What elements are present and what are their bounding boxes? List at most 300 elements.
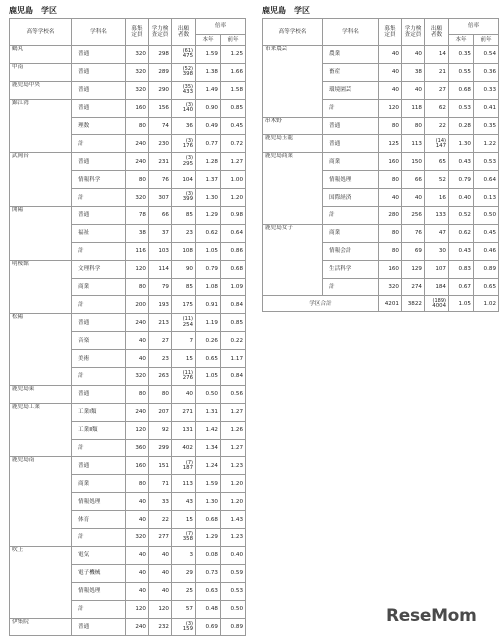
table-row	[10, 314, 246, 332]
capacity-cell: 80	[126, 278, 149, 296]
ratio-last-year-cell: 0.50	[221, 600, 246, 618]
applicants-cell	[172, 529, 196, 547]
ratio-this-year-cell: 0.68	[196, 511, 221, 529]
school-name-cell: 明桜館	[10, 260, 72, 314]
applicants-value: 187	[182, 464, 193, 471]
ratio-last-year-cell: 0.45	[221, 117, 246, 135]
applicants-value: 358	[182, 536, 193, 543]
ratio-this-year-cell: 0.26	[196, 332, 221, 350]
ratio-last-year-cell: 0.59	[221, 564, 246, 582]
examinees-cell: 66	[149, 207, 172, 225]
examinees-cell: 207	[149, 403, 172, 421]
applicants-value: 254	[182, 321, 193, 328]
applicants-cell: 85	[172, 278, 196, 296]
department-cell: 情報会計	[323, 242, 379, 260]
capacity-cell: 320	[126, 63, 149, 81]
department-cell: 計	[72, 529, 126, 547]
ratio-this-year-cell: 0.91	[196, 296, 221, 314]
ratio-this-year-cell: 0.62	[196, 224, 221, 242]
applicants-cell	[172, 618, 196, 636]
school-name-cell: 鹿児島玉龍	[263, 135, 323, 153]
ratio-this-year-cell: 0.43	[449, 153, 474, 171]
ratio-last-year-cell: 0.36	[474, 63, 499, 81]
department-cell: 環境園芸	[323, 81, 379, 99]
ratio-last-year-cell: 1.17	[221, 350, 246, 368]
department-cell: 理数	[72, 117, 126, 135]
applicants-cell: 47	[425, 224, 449, 242]
examinees-cell: 40	[402, 46, 425, 64]
capacity-cell: 360	[126, 439, 149, 457]
ratio-this-year-cell: 1.34	[196, 439, 221, 457]
applicants-value: 176	[182, 142, 193, 149]
department-cell: 普通	[72, 81, 126, 99]
applicants-note: (3)	[185, 137, 193, 144]
capacity-cell: 320	[126, 368, 149, 386]
department-cell: 工業Ⅰ類	[72, 403, 126, 421]
examinees-cell: 277	[149, 529, 172, 547]
total-capacity-cell: 4201	[379, 296, 402, 312]
ratio-this-year-cell: 0.79	[449, 171, 474, 189]
ratio-last-year-cell: 0.56	[221, 385, 246, 403]
capacity-cell: 160	[379, 153, 402, 171]
examinees-cell: 76	[402, 224, 425, 242]
capacity-cell: 120	[126, 421, 149, 439]
table-row	[263, 135, 499, 153]
department-cell: 農業	[323, 46, 379, 64]
applicants-cell: 133	[425, 207, 449, 225]
school-name-cell: 伊集院	[10, 618, 72, 636]
applicants-cell	[172, 314, 196, 332]
examinees-cell: 274	[402, 278, 425, 296]
ratio-last-year-cell: 0.85	[221, 99, 246, 117]
examinees-cell: 33	[149, 493, 172, 511]
capacity-cell: 80	[379, 224, 402, 242]
examinees-cell: 113	[402, 135, 425, 153]
ratio-this-year-cell: 1.28	[196, 153, 221, 171]
examinees-cell: 150	[402, 153, 425, 171]
header-capacity: 募集定員	[126, 19, 149, 46]
examinees-cell: 23	[149, 350, 172, 368]
examinees-cell: 151	[149, 457, 172, 475]
header-school: 高等学校名	[263, 19, 323, 46]
applicants-cell: 402	[172, 439, 196, 457]
department-cell: 情報処理	[72, 582, 126, 600]
department-cell: 電子機械	[72, 564, 126, 582]
school-name-cell: 開陽	[10, 207, 72, 261]
examinees-cell: 40	[149, 582, 172, 600]
applicants-value: 159	[182, 625, 193, 632]
left-table-body	[10, 46, 246, 636]
ratio-this-year-cell: 1.59	[196, 46, 221, 64]
capacity-cell: 80	[379, 242, 402, 260]
applicants-cell: 25	[172, 582, 196, 600]
ratio-last-year-cell: 0.68	[221, 260, 246, 278]
applicants-cell: 15	[172, 511, 196, 529]
capacity-cell: 80	[126, 171, 149, 189]
header-examinees: 学力検査定員	[149, 19, 172, 46]
ratio-last-year-cell: 0.89	[221, 618, 246, 636]
applicants-cell	[172, 153, 196, 171]
ratio-this-year-cell: 0.90	[196, 99, 221, 117]
applicants-cell: 57	[172, 600, 196, 618]
department-cell: 普通	[72, 63, 126, 81]
table-row	[10, 403, 246, 421]
capacity-cell: 240	[126, 135, 149, 153]
table-row	[10, 63, 246, 81]
capacity-cell: 320	[126, 189, 149, 207]
applicants-cell	[172, 368, 196, 386]
capacity-cell: 40	[379, 63, 402, 81]
department-cell: 畜産	[323, 63, 379, 81]
header-last-year: 前年	[221, 35, 246, 46]
ratio-this-year-cell: 1.29	[196, 207, 221, 225]
applicants-cell: 21	[425, 63, 449, 81]
department-cell: 計	[72, 135, 126, 153]
ratio-last-year-cell: 0.86	[221, 242, 246, 260]
department-cell: 美術	[72, 350, 126, 368]
capacity-cell: 40	[126, 493, 149, 511]
applicants-note: (3)	[185, 155, 193, 162]
examinees-cell: 40	[402, 81, 425, 99]
ratio-last-year-cell: 0.33	[474, 81, 499, 99]
applicants-note: (7)	[185, 531, 193, 538]
ratio-this-year-cell: 0.62	[449, 224, 474, 242]
capacity-cell: 160	[126, 99, 149, 117]
ratio-this-year-cell: 1.05	[196, 368, 221, 386]
applicants-cell: 90	[172, 260, 196, 278]
ratio-this-year-cell: 0.28	[449, 117, 474, 135]
examinees-cell: 80	[402, 117, 425, 135]
applicants-value: 276	[182, 375, 193, 382]
examinees-cell: 232	[149, 618, 172, 636]
ratio-this-year-cell: 0.48	[196, 600, 221, 618]
total-ratio-last-year-cell: 1.02	[474, 296, 499, 312]
capacity-cell: 160	[379, 260, 402, 278]
applicants-value: 140	[182, 106, 193, 113]
ratio-this-year-cell: 1.31	[196, 403, 221, 421]
capacity-cell: 125	[379, 135, 402, 153]
department-cell: 文理科学	[72, 260, 126, 278]
examinees-cell: 129	[402, 260, 425, 278]
applicants-cell: 16	[425, 189, 449, 207]
table-row	[10, 207, 246, 225]
ratio-last-year-cell: 1.09	[221, 278, 246, 296]
applicants-cell: 85	[172, 207, 196, 225]
ratio-this-year-cell: 0.50	[196, 385, 221, 403]
capacity-cell: 38	[126, 224, 149, 242]
applicants-cell: 27	[425, 81, 449, 99]
applicants-cell	[172, 135, 196, 153]
ratio-this-year-cell: 1.37	[196, 171, 221, 189]
ratio-this-year-cell: 1.38	[196, 63, 221, 81]
header-capacity: 募集定員	[379, 19, 402, 46]
applicants-cell: 62	[425, 99, 449, 117]
ratio-this-year-cell: 0.52	[449, 207, 474, 225]
capacity-cell: 320	[126, 46, 149, 64]
applicants-cell: 104	[172, 171, 196, 189]
total-applicants-value: 4004	[432, 302, 446, 309]
applicants-cell: 23	[172, 224, 196, 242]
applicants-cell: 40	[172, 385, 196, 403]
right-applicants-table	[262, 18, 499, 312]
capacity-cell: 40	[126, 582, 149, 600]
department-cell: 商業	[323, 224, 379, 242]
ratio-this-year-cell: 0.08	[196, 546, 221, 564]
table-row	[263, 117, 499, 135]
ratio-this-year-cell: 1.30	[449, 135, 474, 153]
ratio-this-year-cell: 0.43	[449, 242, 474, 260]
table-row	[10, 81, 246, 99]
capacity-cell: 40	[379, 81, 402, 99]
ratio-last-year-cell: 1.22	[474, 135, 499, 153]
examinees-cell: 80	[149, 385, 172, 403]
department-cell: 商業	[323, 153, 379, 171]
ratio-this-year-cell: 1.29	[196, 529, 221, 547]
capacity-cell: 120	[379, 99, 402, 117]
department-cell: 生活科学	[323, 260, 379, 278]
department-cell: 普通	[72, 46, 126, 64]
capacity-cell: 240	[126, 314, 149, 332]
ratio-last-year-cell: 0.89	[474, 260, 499, 278]
capacity-cell: 40	[126, 511, 149, 529]
applicants-note: (11)	[182, 370, 193, 377]
school-name-cell: 吹上	[10, 546, 72, 618]
ratio-last-year-cell: 0.45	[474, 224, 499, 242]
ratio-last-year-cell: 0.84	[221, 368, 246, 386]
ratio-last-year-cell: 0.41	[474, 99, 499, 117]
examinees-cell: 37	[149, 224, 172, 242]
total-applicants-cell	[425, 296, 449, 312]
applicants-cell: 3	[172, 546, 196, 564]
ratio-last-year-cell: 0.35	[474, 117, 499, 135]
department-cell: 音楽	[72, 332, 126, 350]
capacity-cell: 120	[126, 260, 149, 278]
examinees-cell: 156	[149, 99, 172, 117]
ratio-this-year-cell: 1.49	[196, 81, 221, 99]
department-cell: 商業	[72, 278, 126, 296]
applicants-note: (61)	[182, 48, 193, 55]
capacity-cell: 160	[126, 457, 149, 475]
ratio-last-year-cell: 0.54	[474, 46, 499, 64]
applicants-cell: 175	[172, 296, 196, 314]
department-cell: 普通	[72, 618, 126, 636]
department-cell: 電気	[72, 546, 126, 564]
header-ratio: 倍率	[449, 19, 499, 35]
department-cell: 普通	[323, 117, 379, 135]
department-cell: 工業Ⅱ類	[72, 421, 126, 439]
ratio-last-year-cell: 1.43	[221, 511, 246, 529]
ratio-this-year-cell: 1.24	[196, 457, 221, 475]
ratio-this-year-cell: 1.30	[196, 493, 221, 511]
school-name-cell: 甲南	[10, 63, 72, 81]
applicants-value: 433	[182, 89, 193, 96]
applicants-cell: 30	[425, 242, 449, 260]
applicants-cell	[172, 81, 196, 99]
table-row	[10, 457, 246, 475]
applicants-note: (35)	[182, 83, 193, 90]
department-cell: 普通	[72, 153, 126, 171]
ratio-last-year-cell: 1.20	[221, 493, 246, 511]
school-name-cell: 鹿児島中央	[10, 81, 72, 99]
school-name-cell: 錦江湾	[10, 99, 72, 153]
ratio-last-year-cell: 1.00	[221, 171, 246, 189]
capacity-cell: 320	[126, 81, 149, 99]
examinees-cell: 231	[149, 153, 172, 171]
ratio-this-year-cell: 0.83	[449, 260, 474, 278]
department-cell: 計	[323, 99, 379, 117]
header-applicants: 出願者数	[425, 19, 449, 46]
applicants-cell: 271	[172, 403, 196, 421]
applicants-cell: 108	[172, 242, 196, 260]
capacity-cell: 320	[379, 278, 402, 296]
applicants-cell: 65	[425, 153, 449, 171]
department-cell: 普通	[72, 385, 126, 403]
left-applicants-table	[9, 18, 246, 636]
applicants-value: 295	[182, 160, 193, 167]
ratio-last-year-cell: 0.84	[221, 296, 246, 314]
capacity-cell: 40	[379, 189, 402, 207]
district-total-row	[263, 296, 499, 312]
capacity-cell: 80	[126, 385, 149, 403]
total-examinees-cell: 3822	[402, 296, 425, 312]
ratio-last-year-cell: 0.53	[474, 153, 499, 171]
total-ratio-this-year-cell: 1.05	[449, 296, 474, 312]
department-cell: 計	[72, 368, 126, 386]
department-cell: 計	[72, 439, 126, 457]
school-name-cell: 鶴丸	[10, 46, 72, 64]
examinees-cell: 263	[149, 368, 172, 386]
applicants-note: (3)	[185, 101, 193, 108]
right-table-body	[263, 46, 499, 312]
examinees-cell: 40	[149, 564, 172, 582]
examinees-cell: 79	[149, 278, 172, 296]
ratio-this-year-cell: 1.05	[196, 242, 221, 260]
department-cell: 国際経済	[323, 189, 379, 207]
ratio-this-year-cell: 0.79	[196, 260, 221, 278]
ratio-this-year-cell: 0.65	[196, 350, 221, 368]
ratio-last-year-cell: 0.85	[221, 314, 246, 332]
department-cell: 計	[323, 278, 379, 296]
examinees-cell: 193	[149, 296, 172, 314]
school-name-cell: 武岡台	[10, 153, 72, 207]
applicants-cell: 36	[172, 117, 196, 135]
department-cell: 情報科学	[72, 171, 126, 189]
applicants-note: (11)	[182, 316, 193, 323]
table-row	[10, 46, 246, 64]
examinees-cell: 298	[149, 46, 172, 64]
applicants-cell	[172, 46, 196, 64]
department-cell: 商業	[72, 475, 126, 493]
applicants-note: (3)	[185, 191, 193, 198]
capacity-cell: 280	[379, 207, 402, 225]
ratio-this-year-cell: 0.53	[449, 99, 474, 117]
ratio-last-year-cell: 0.22	[221, 332, 246, 350]
header-ratio: 倍率	[196, 19, 246, 35]
department-cell: 計	[72, 242, 126, 260]
applicants-cell: 184	[425, 278, 449, 296]
applicants-cell	[425, 135, 449, 153]
examinees-cell: 27	[149, 332, 172, 350]
capacity-cell: 80	[126, 475, 149, 493]
examinees-cell: 74	[149, 117, 172, 135]
applicants-note: (52)	[182, 65, 193, 72]
school-name-cell: 串木野	[263, 117, 323, 135]
capacity-cell: 40	[379, 46, 402, 64]
ratio-this-year-cell: 0.67	[449, 278, 474, 296]
applicants-value: 475	[182, 53, 193, 60]
department-cell: 普通	[323, 135, 379, 153]
ratio-last-year-cell: 0.72	[221, 135, 246, 153]
department-cell: 普通	[72, 207, 126, 225]
examinees-cell: 103	[149, 242, 172, 260]
ratio-last-year-cell: 1.27	[221, 439, 246, 457]
ratio-this-year-cell: 0.68	[449, 81, 474, 99]
examinees-cell: 299	[149, 439, 172, 457]
applicants-cell: 29	[172, 564, 196, 582]
capacity-cell: 80	[126, 117, 149, 135]
ratio-this-year-cell: 0.77	[196, 135, 221, 153]
ratio-this-year-cell: 0.55	[449, 63, 474, 81]
applicants-cell: 131	[172, 421, 196, 439]
capacity-cell: 40	[126, 564, 149, 582]
ratio-last-year-cell: 0.65	[474, 278, 499, 296]
department-cell: 計	[323, 207, 379, 225]
capacity-cell: 120	[126, 600, 149, 618]
examinees-cell: 290	[149, 81, 172, 99]
header-this-year: 本年	[449, 35, 474, 46]
examinees-cell: 66	[402, 171, 425, 189]
examinees-cell: 38	[402, 63, 425, 81]
applicants-cell	[172, 99, 196, 117]
capacity-cell: 80	[379, 171, 402, 189]
ratio-last-year-cell: 1.23	[221, 457, 246, 475]
ratio-last-year-cell: 1.27	[221, 403, 246, 421]
examinees-cell: 120	[149, 600, 172, 618]
table-row	[10, 546, 246, 564]
applicants-note: (7)	[185, 459, 193, 466]
left-district-title: 鹿児島 学区	[9, 6, 57, 15]
examinees-cell: 256	[402, 207, 425, 225]
ratio-this-year-cell: 1.30	[196, 189, 221, 207]
department-cell: 福祉	[72, 224, 126, 242]
applicants-cell: 14	[425, 46, 449, 64]
examinees-cell: 118	[402, 99, 425, 117]
applicants-value: 147	[435, 142, 446, 149]
department-cell: 情報処理	[72, 493, 126, 511]
examinees-cell: 230	[149, 135, 172, 153]
table-row	[10, 618, 246, 636]
school-name-cell: 鹿児島工業	[10, 403, 72, 457]
table-row	[263, 46, 499, 64]
school-name-cell: 鹿児島女子	[263, 224, 323, 296]
ratio-last-year-cell: 0.50	[474, 207, 499, 225]
ratio-last-year-cell: 0.40	[221, 546, 246, 564]
school-name-cell: 鹿児島東	[10, 385, 72, 403]
ratio-last-year-cell: 1.26	[221, 421, 246, 439]
header-examinees: 学力検査定員	[402, 19, 425, 46]
applicants-cell	[172, 189, 196, 207]
ratio-last-year-cell: 0.64	[474, 171, 499, 189]
ratio-last-year-cell: 1.66	[221, 63, 246, 81]
applicants-value: 399	[182, 196, 193, 203]
examinees-cell: 40	[149, 546, 172, 564]
applicants-cell	[172, 457, 196, 475]
department-cell: 普通	[72, 99, 126, 117]
applicants-cell: 15	[172, 350, 196, 368]
applicants-cell: 7	[172, 332, 196, 350]
examinees-cell: 114	[149, 260, 172, 278]
capacity-cell: 40	[126, 350, 149, 368]
